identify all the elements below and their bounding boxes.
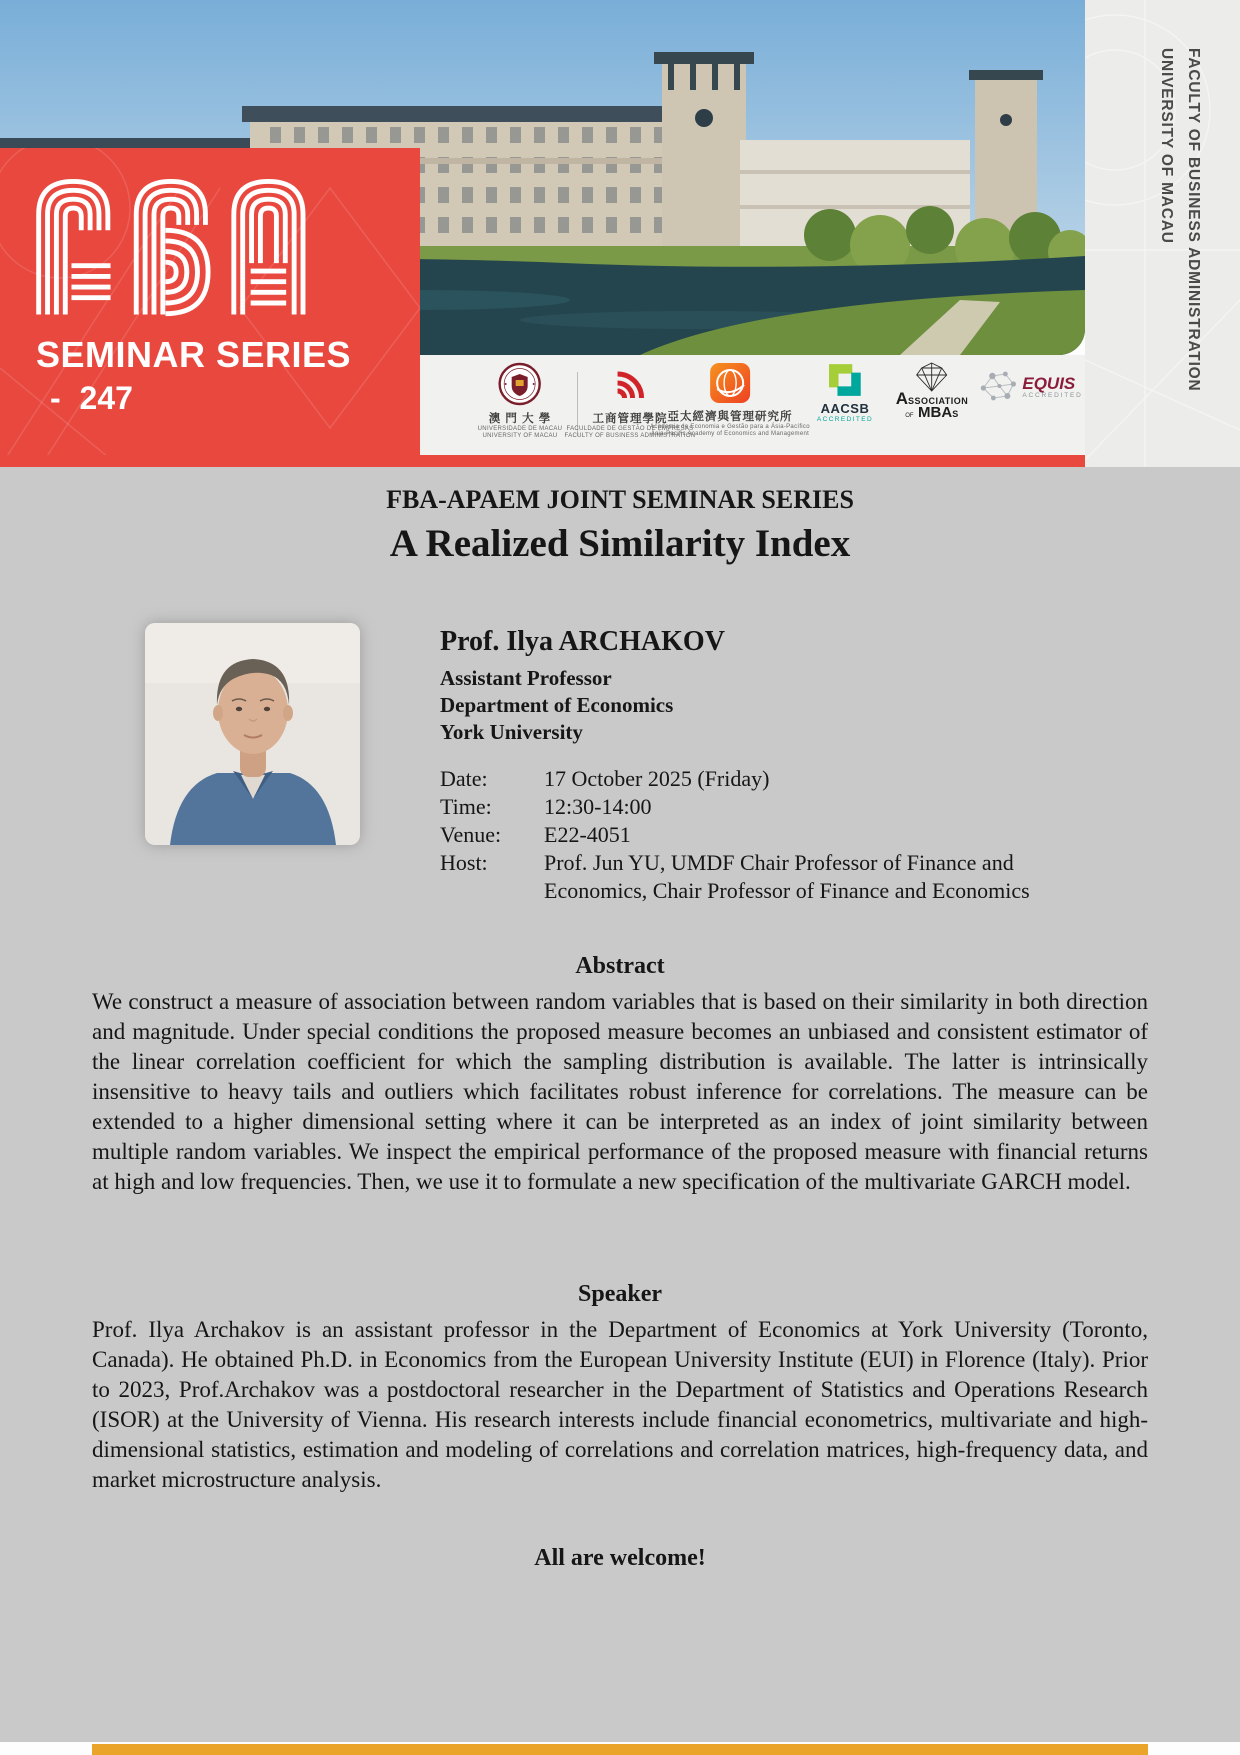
- aacsb-logo-block: [817, 362, 873, 423]
- amba-ssociation: SSOCIATION: [907, 396, 969, 406]
- amba-of: OF: [905, 413, 914, 419]
- detail-row-host: [440, 849, 1064, 905]
- talk-title: A Realized Similarity Index: [389, 522, 851, 565]
- fba-arcs-icon: [608, 362, 652, 406]
- aacsb-accredited-label: ACCREDITED: [816, 416, 874, 423]
- um-name-pt: UNIVERSIDADE DE MACAU: [477, 426, 563, 432]
- abstract-text: We construct a measure of association between random variables that is based on their similarity in both direction and magnitude. Under special conditions the proposed measure becomes an unbiased and consistent estimator of the linear correlation coefficient for which the sampling distribution is available. The latter is intrinsically insensitive to heavy tails and outliers which facilitates robust inference for correlations. The measure can be extended to a higher dimensional setting where it can be interpreted as an index of joint similarity between multiple random variables. We inspect the empirical performance of the proposed measure with financial returns at high and low frequencies. Then, we use it to formulate a new specification of the multivariate GARCH model.: [92, 989, 1148, 1194]
- sidebar-faculty-label: FACULTY OF BUSINESS ADMINISTRATION: [1185, 48, 1202, 392]
- amba-logo-block: [896, 362, 969, 422]
- apaem-name-cn: 亞太經濟與管理研究所: [667, 411, 793, 423]
- detail-row-venue: [440, 821, 1064, 849]
- fba-name-en: FACULTY OF BUSINESS ADMINISTRATION: [564, 433, 696, 439]
- speaker-name: Prof. Ilya ARCHAKOV: [440, 626, 725, 657]
- time-value: 12:30-14:00: [544, 794, 652, 819]
- fba-name-cn: 工商管理學院: [592, 413, 668, 425]
- detail-row-date: [440, 765, 1064, 793]
- um-name-en: UNIVERSITY OF MACAU: [482, 433, 558, 439]
- speaker-block: [440, 625, 725, 746]
- red-accent-strip: [0, 455, 1085, 467]
- time-label: Time:: [440, 794, 492, 819]
- sidebar-text: [1157, 48, 1202, 392]
- series-label: SEMINAR SERIES: [36, 334, 352, 375]
- equis-network-icon: [977, 370, 1017, 404]
- fba-name-pt: FACULDADE DE GESTÃO DE EMPRESAS: [566, 426, 694, 432]
- date-value: 17 October 2025 (Friday): [544, 766, 770, 791]
- equis-logo-block: [977, 362, 1082, 404]
- speaker-bio-text: Prof. Ilya Archakov is an assistant professor in the Department of Economics at York University (Toronto, Canada). He obtained Ph.D. in Economics from the European University Institute (EUI) in Florence (Italy). Prior to 2023, Prof.Archakov was a postdoctoral researcher in the Department of Statistics and Operations Research (ISOR) at the University of Vienna. His research interests include financial econometrics, multivariate and high-dimensional statistics, estimation and modeling of correlations and correlation matrices, high-frequency data, and market microstructure analysis.: [92, 1317, 1148, 1492]
- aacsb-icon: [827, 362, 863, 398]
- faculty-sidebar: [1085, 0, 1240, 467]
- detail-row-time: [440, 793, 1064, 821]
- event-details: [440, 765, 1064, 905]
- host-value: Prof. Jun YU, UMDF Chair Professor of Finance and Economics, Chair Professor of Finance and Economics: [544, 850, 1030, 903]
- venue-label: Venue:: [440, 822, 502, 847]
- equis-label: EQUIS: [1022, 374, 1076, 393]
- poster-body: [0, 467, 1240, 1742]
- fba-logo: [36, 178, 311, 318]
- apaem-name-pt: Academia de Economia e Gestão para a Ásia-Pacífico: [650, 424, 810, 430]
- speaker-section-heading: Speaker: [578, 1281, 662, 1307]
- aacsb-label: AACSB: [820, 401, 870, 416]
- fba-brand-panel: [0, 148, 420, 467]
- amba-mba: MBA: [918, 404, 953, 421]
- speaker-photo: [145, 623, 360, 845]
- amba-mbas-row: [905, 404, 959, 422]
- amba-diamond-icon: [914, 362, 950, 393]
- equis-accredited-label: ACCREDITED: [1022, 392, 1083, 399]
- sidebar-university-label: UNIVERSITY OF MACAU: [1158, 48, 1175, 244]
- um-logo-block: [478, 362, 563, 440]
- date-label: Date:: [440, 766, 488, 791]
- speaker-portrait-illustration: [145, 623, 360, 845]
- closing-line: All are welcome!: [534, 1545, 706, 1571]
- apaem-logo-block: [650, 362, 810, 438]
- abstract-heading: Abstract: [575, 953, 665, 979]
- speaker-university: York University: [440, 720, 583, 744]
- host-label: Host:: [440, 850, 488, 875]
- series-number: - 247: [50, 380, 133, 416]
- venue-value: E22-4051: [544, 822, 631, 847]
- speaker-department: Department of Economics: [440, 693, 674, 717]
- apaem-globe-icon: [709, 362, 751, 404]
- um-name-cn: 澳 門 大 學: [488, 413, 552, 425]
- amba-a: A: [895, 389, 908, 408]
- apaem-name-en: Asia-Pacific Academy of Economics and Management: [650, 431, 810, 437]
- series-title: FBA-APAEM JOINT SEMINAR SERIES: [386, 485, 854, 514]
- amba-s: S: [952, 409, 959, 419]
- equis-row: [977, 370, 1082, 404]
- footer-accent-bar: [92, 1744, 1148, 1755]
- speaker-position: Assistant Professor: [440, 666, 612, 690]
- um-seal-icon: [498, 362, 542, 406]
